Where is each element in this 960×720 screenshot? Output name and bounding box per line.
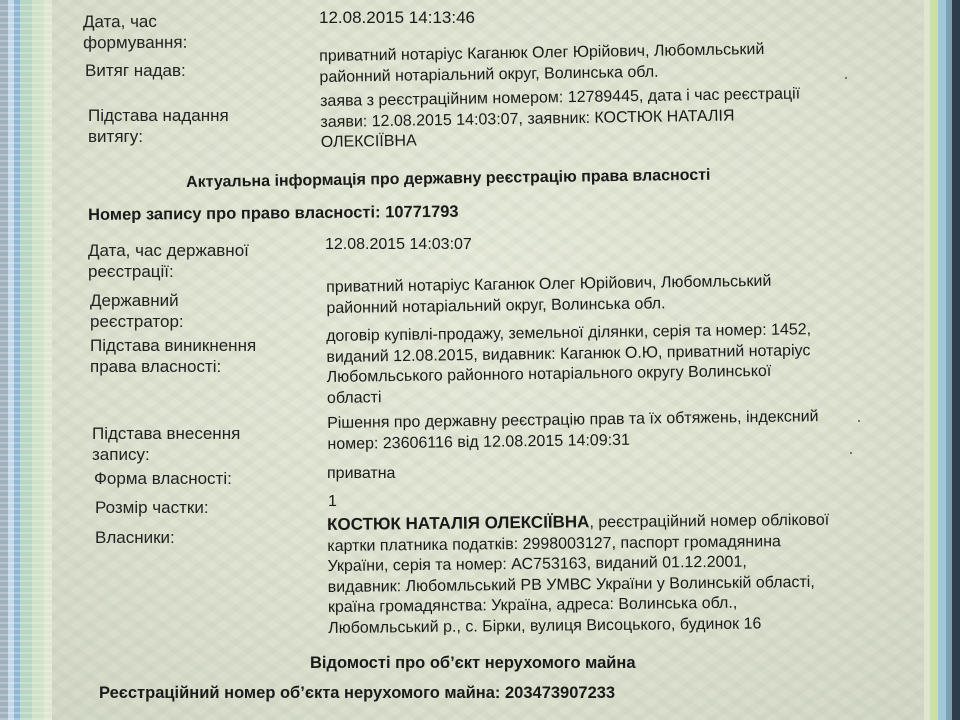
entry-basis-label-line-1: Підстава внесення (92, 424, 241, 443)
record-number-value: 10771793 (385, 202, 459, 222)
issued-by-line-1: приватний нотаріус Каганюк Олег Юрійович, Любомльський (319, 41, 765, 65)
basis-line-3: ОЛЕКСІЇВНА (320, 132, 417, 151)
origin-label (90, 335, 256, 377)
reg-date-label-line-1: Дата, час державної (88, 241, 249, 260)
owners-value (327, 510, 830, 639)
registrar-label (90, 290, 184, 332)
owner-line-4: видавник: Любомльський РВ УМВС України у Волинській області, (327, 573, 815, 596)
registrar-label-line-2: реєстратор: (90, 312, 184, 331)
record-number-label: Номер запису про право власності: (88, 203, 381, 224)
formed-value: 12.08.2015 14:13:46 (319, 8, 475, 27)
registrar-value (326, 272, 772, 319)
owner-line-6: Любомльський р., с. Бірки, вулиця Висоцького, будинок 16 (328, 614, 762, 637)
entry-basis-label (92, 423, 240, 465)
entry-basis-line-2: номер: 23606116 від 12.08.2015 14:09:31 (327, 431, 631, 453)
formed-label (83, 11, 187, 54)
owner-name: КОСТЮК НАТАЛІЯ ОЛЕКСІЇВНА (327, 512, 590, 534)
ownership-section-title: Актуальна інформація про державну реєстрацію права власності (186, 166, 711, 191)
record-number-line (88, 203, 459, 225)
registrar-line-2: районний нотаріальний округ, Волинська обл. (326, 294, 666, 317)
property-reg-number-line (99, 684, 615, 703)
origin-value (326, 320, 812, 409)
basis-line-2: заяви: 12.08.2015 14:03:07, заявник: КОСТЮК НАТАЛІЯ (320, 106, 735, 131)
origin-line-1: договір купівлі-продажу, земельної ділянки, серія та номер: 1452, (326, 321, 812, 345)
entry-basis-line-1: Рішення про державну реєстрацію прав та їх обтяжень, індексний (327, 408, 819, 432)
basis-label-line-2: витягу: (88, 127, 143, 146)
reg-date-value: 12.08.2015 14:03:07 (325, 236, 472, 253)
property-section-title: Відомості про об’єкт нерухомого майна (310, 654, 636, 672)
origin-line-2: виданий 12.08.2015, видавник: Каганюк О.Ю, приватний нотаріус (326, 341, 811, 366)
share-label: Розмір частки: (95, 498, 209, 517)
share-value: 1 (328, 493, 337, 510)
origin-label-line-1: Підстава виникнення (90, 336, 257, 355)
entry-basis-label-line-2: запису: (92, 445, 150, 464)
formed-label-line-2: формування: (83, 32, 188, 53)
issued-by-value (319, 40, 765, 88)
form-label: Форма власності: (94, 469, 232, 488)
paper-speck (858, 420, 860, 422)
paper-speck (850, 452, 852, 454)
issued-by-label: Витяг надав: (85, 61, 186, 80)
owner-line-5: країна громадянства: Україна, адреса: Волинська обл., (327, 594, 738, 616)
owner-line-1-rest: , реєстраційний номер облікової (589, 511, 830, 532)
basis-label-line-1: Підстава надання (88, 106, 229, 125)
registrar-label-line-1: Державний (90, 291, 179, 310)
formed-label-line-1: Дата, час (82, 11, 157, 32)
owner-line-3: України, серія та номер: АС753163, виданий 01.12.2001, (327, 553, 747, 575)
basis-label (88, 105, 229, 147)
basis-value (320, 84, 801, 153)
entry-basis-value (327, 407, 819, 455)
origin-line-4: області (326, 388, 382, 407)
issued-by-line-2: районний нотаріальний округ, Волинська обл. (319, 63, 659, 86)
property-reg-number-label: Реєстраційний номер об’єкта нерухомого майна: (99, 684, 501, 702)
reg-date-label-line-2: реєстрації: (88, 262, 174, 281)
owners-label: Власники: (95, 528, 175, 547)
owner-line-2: картки платника податків: 2998003127, паспорт громадянина (327, 532, 781, 555)
origin-line-3: Любомльського районного нотаріального округу Волинської (326, 362, 772, 386)
property-reg-number-value: 203473907233 (504, 684, 616, 702)
reg-date-label (88, 240, 249, 282)
paper-speck (845, 77, 847, 79)
basis-line-1: заява з реєстраційним номером: 12789445, дата і час реєстрації (320, 85, 801, 110)
form-value: приватна (327, 465, 396, 482)
registrar-line-1: приватний нотаріус Каганюк Олег Юрійович, Любомльський (326, 272, 772, 296)
origin-label-line-2: права власності: (90, 357, 222, 376)
